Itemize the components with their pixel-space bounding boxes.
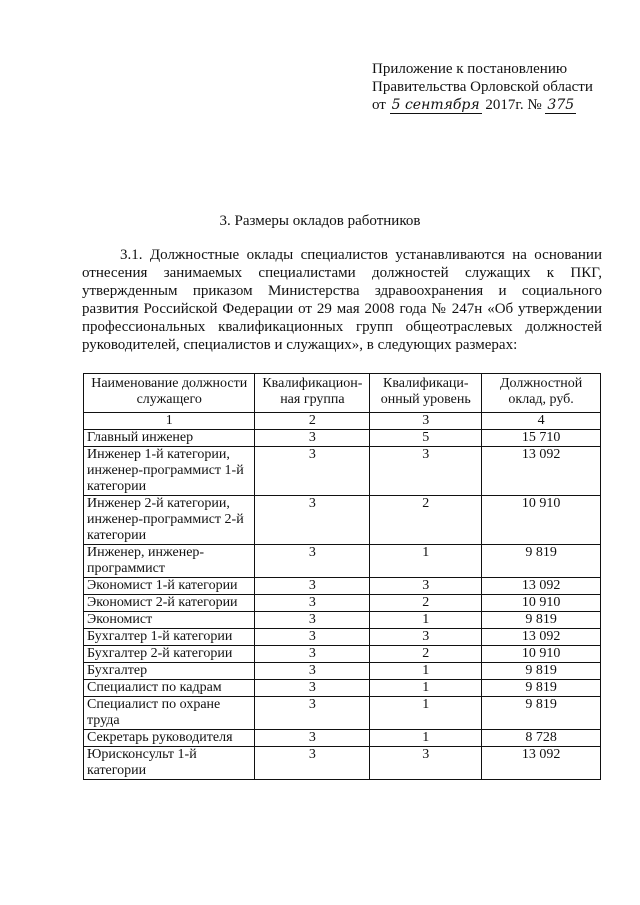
cell-group: 3: [255, 578, 370, 595]
cell-level: 3: [370, 447, 482, 496]
table-row: [84, 545, 601, 578]
handwritten-number: 375: [547, 97, 575, 113]
cell-position: Секретарь руководителя: [84, 730, 255, 747]
cell-level: 1: [370, 730, 482, 747]
cell-group: 3: [255, 747, 370, 780]
cell-group: 3: [255, 680, 370, 697]
table-row: [84, 697, 601, 730]
cell-position: Бухгалтер 1-й категории: [84, 629, 255, 646]
header-line-2: Правительства Орловской области: [372, 79, 593, 95]
header-salary: Должностной оклад, руб.: [482, 374, 601, 413]
table-number-row: [84, 413, 601, 430]
table-row: [84, 646, 601, 663]
cell-salary: 13 092: [482, 629, 601, 646]
column-number: 4: [482, 413, 601, 430]
cell-level: 3: [370, 578, 482, 595]
header-line-3: [372, 96, 612, 114]
column-number: 1: [84, 413, 255, 430]
table-row: [84, 730, 601, 747]
cell-group: 3: [255, 730, 370, 747]
cell-group: 3: [255, 646, 370, 663]
cell-salary: 10 910: [482, 496, 601, 545]
cell-position: Экономист: [84, 612, 255, 629]
table-row: [84, 496, 601, 545]
cell-salary: 9 819: [482, 697, 601, 730]
cell-group: 3: [255, 430, 370, 447]
cell-position: Инженер 2-й категории, инженер-программист 2-й категории: [84, 496, 255, 545]
table-row: [84, 578, 601, 595]
paragraph-text: 3.1. Должностные оклады специалистов устанавливаются на основании отнесения занимаемых специалистами должностей служащих к ПКГ, утвержденным приказом Министерства здравоохранения и социального развития Российской Федерации от 29 мая 2008 года № 247н «Об утверждении профессиональных квалификационных групп общеотраслевых должностей руководителей, специалистов и служащих», в следующих размерах:: [82, 247, 602, 353]
cell-salary: 9 819: [482, 612, 601, 629]
table-row: [84, 612, 601, 629]
cell-position: Главный инженер: [84, 430, 255, 447]
cell-position: Специалист по охране труда: [84, 697, 255, 730]
cell-salary: 10 910: [482, 646, 601, 663]
cell-level: 2: [370, 646, 482, 663]
cell-salary: 13 092: [482, 447, 601, 496]
section-paragraph: [82, 246, 602, 354]
appendix-header: [372, 60, 612, 114]
header-line-1: Приложение к постановлению: [372, 61, 568, 77]
cell-position: Экономист 1-й категории: [84, 578, 255, 595]
cell-level: 3: [370, 747, 482, 780]
cell-group: 3: [255, 663, 370, 680]
from-prefix: от: [372, 97, 386, 113]
salary-table: [83, 373, 601, 780]
header-group: Квалификацион-ная группа: [255, 374, 370, 413]
cell-position: Экономист 2-й категории: [84, 595, 255, 612]
table-row: [84, 680, 601, 697]
cell-level: 2: [370, 496, 482, 545]
cell-group: 3: [255, 496, 370, 545]
table-row: [84, 595, 601, 612]
cell-level: 2: [370, 595, 482, 612]
cell-level: 1: [370, 680, 482, 697]
column-number: 3: [370, 413, 482, 430]
section-title: 3. Размеры окладов работников: [219, 213, 421, 229]
table-row: [84, 747, 601, 780]
cell-salary: 9 819: [482, 680, 601, 697]
cell-salary: 13 092: [482, 578, 601, 595]
cell-position: Инженер 1-й категории, инженер-программист 1-й категории: [84, 447, 255, 496]
cell-level: 1: [370, 663, 482, 680]
cell-level: 1: [370, 545, 482, 578]
table-row: [84, 663, 601, 680]
table-header-row: [84, 374, 601, 413]
cell-position: Бухгалтер 2-й категории: [84, 646, 255, 663]
table-row: [84, 447, 601, 496]
cell-group: 3: [255, 447, 370, 496]
cell-position: Инженер, инженер-программист: [84, 545, 255, 578]
cell-position: Бухгалтер: [84, 663, 255, 680]
header-position: Наименование должности служащего: [84, 374, 255, 413]
table-row: [84, 629, 601, 646]
cell-salary: 9 819: [482, 545, 601, 578]
cell-group: 3: [255, 545, 370, 578]
cell-salary: 10 910: [482, 595, 601, 612]
cell-position: Специалист по кадрам: [84, 680, 255, 697]
cell-group: 3: [255, 697, 370, 730]
cell-position: Юрисконсульт 1-й категории: [84, 747, 255, 780]
year-label: 2017г. №: [485, 97, 542, 113]
cell-group: 3: [255, 595, 370, 612]
cell-group: 3: [255, 629, 370, 646]
header-level: Квалификаци-онный уровень: [370, 374, 482, 413]
table-row: [84, 430, 601, 447]
cell-salary: 15 710: [482, 430, 601, 447]
cell-level: 3: [370, 629, 482, 646]
column-number: 2: [255, 413, 370, 430]
handwritten-date: 5 сентября: [391, 97, 480, 113]
cell-group: 3: [255, 612, 370, 629]
cell-salary: 13 092: [482, 747, 601, 780]
cell-level: 1: [370, 612, 482, 629]
cell-salary: 8 728: [482, 730, 601, 747]
cell-level: 5: [370, 430, 482, 447]
cell-salary: 9 819: [482, 663, 601, 680]
cell-level: 1: [370, 697, 482, 730]
